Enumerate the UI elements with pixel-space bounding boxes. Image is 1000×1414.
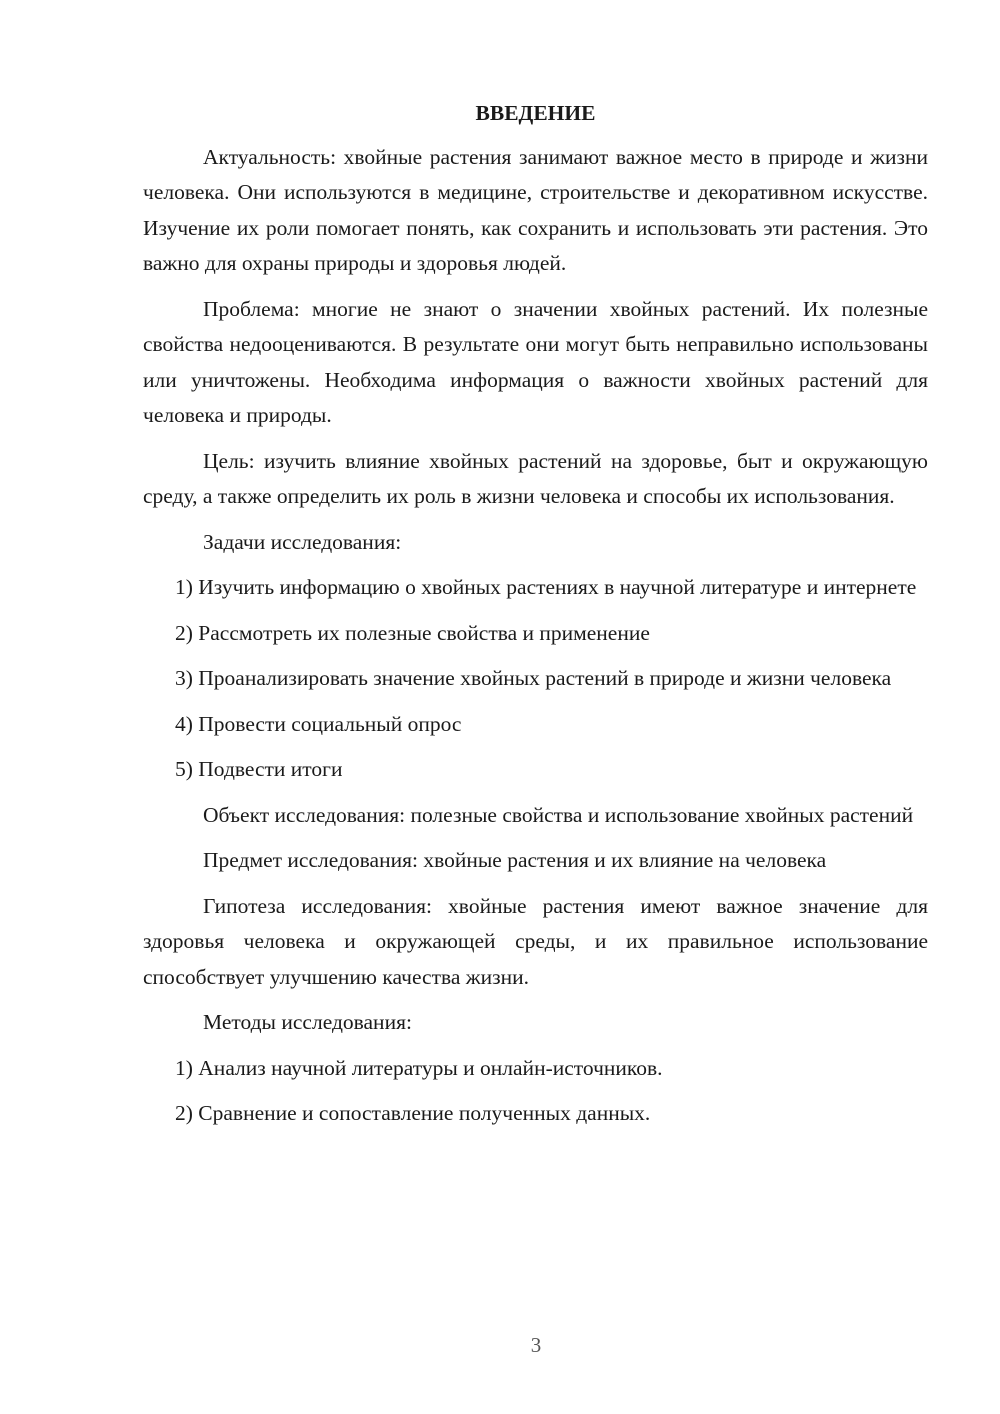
method-item: 2) Сравнение и сопоставление полученных данных. <box>175 1101 651 1125</box>
methods-heading: Методы исследования: <box>203 1010 412 1034</box>
hypothesis-paragraph: Гипотеза исследования: хвойные растения имеют важное значение для здоровья человека и окружающей среды, и их правильное использование способствует улучшению качества жизни. <box>143 893 928 989</box>
task-item: 1) Изучить информацию о хвойных растениях в научной литературе и интернете <box>175 575 917 599</box>
relevance-paragraph: Актуальность: хвойные растения занимают важное место в природе и жизни человека. Они используются в медицине, строительстве и декоративном искусстве. Изучение их роли помогает понять, как сохранить и использовать эти растения. Это важно для охраны природы и здоровья людей. <box>143 144 928 275</box>
subject-paragraph: Предмет исследования: хвойные растения и их влияние на человека <box>203 848 827 872</box>
page-number: 3 <box>530 1333 542 1357</box>
task-item: 3) Проанализировать значение хвойных растений в природе и жизни человека <box>175 666 892 690</box>
object-paragraph: Объект исследования: полезные свойства и использование хвойных растений <box>203 802 914 827</box>
page-content <box>143 96 928 1142</box>
goal-paragraph: Цель: изучить влияние хвойных растений на здоровье, быт и окружающую среду, а также определить их роль в жизни человека и способы их использования. <box>143 448 928 508</box>
task-item: 5) Подвести итоги <box>175 757 343 781</box>
task-item: 2) Рассмотреть их полезные свойства и применение <box>175 620 650 645</box>
task-item: 4) Провести социальный опрос <box>175 711 462 736</box>
tasks-heading: Задачи исследования: <box>203 529 402 554</box>
method-item: 1) Анализ научной литературы и онлайн-источников. <box>175 1055 663 1080</box>
section-title: ВВЕДЕНИЕ <box>475 101 596 125</box>
problem-paragraph: Проблема: многие не знают о значении хвойных растений. Их полезные свойства недооцениваются. В результате они могут быть неправильно использованы или уничтожены. Необходима информация о важности хвойных растений для человека и природы. <box>143 296 928 427</box>
